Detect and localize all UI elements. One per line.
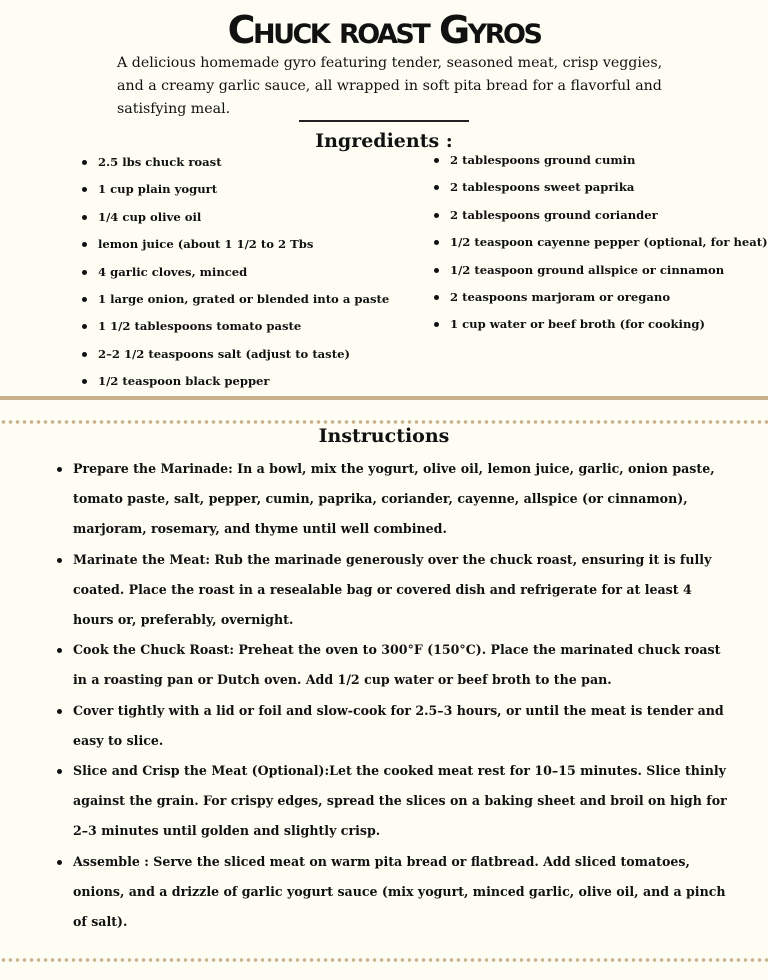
ingredient-item: 2 tablespoons sweet paprika bbox=[450, 180, 768, 207]
ingredient-item: 2 tablespoons ground coriander bbox=[450, 208, 768, 235]
ingredient-item: 1/2 teaspoon ground allspice or cinnamon bbox=[450, 263, 768, 290]
section-divider bbox=[0, 396, 768, 400]
instructions-list bbox=[73, 454, 733, 937]
page-title: Chuck roast Gyros bbox=[227, 8, 541, 52]
instruction-step: Slice and Crisp the Meat (Optional):Let the cooked meat rest for 10–15 minutes. Slice thinly against the grain. For crispy edges, spread the slices on a baking sheet and broil on high for 2–3 minutes until golden and slightly crisp. bbox=[73, 756, 733, 847]
ingredient-item: 2–2 1/2 teaspoons salt (adjust to taste) bbox=[98, 347, 389, 374]
ingredient-item: 1/2 teaspoon cayenne pepper (optional, for heat) bbox=[450, 235, 768, 262]
instruction-step: Marinate the Meat: Rub the marinade generously over the chuck roast, ensuring it is fully coated. Place the roast in a resealable bag or covered dish and refrigerate for at least 4 hours or, preferably, overnight. bbox=[73, 545, 733, 636]
ingredient-item: 2.5 lbs chuck roast bbox=[98, 155, 389, 182]
instruction-step: Cook the Chuck Roast: Preheat the oven to 300°F (150°C). Place the marinated chuck roast in a roasting pan or Dutch oven. Add 1/2 cup water or beef broth to the pan. bbox=[73, 635, 733, 695]
ingredient-item: 1/2 teaspoon black pepper bbox=[98, 374, 389, 401]
ingredients-list-left bbox=[98, 155, 389, 402]
ingredient-item: 2 teaspoons marjoram or oregano bbox=[450, 290, 768, 317]
ingredient-item: 1 cup water or beef broth (for cooking) bbox=[450, 317, 768, 344]
ingredient-item: lemon juice (about 1 1/2 to 2 Tbs bbox=[98, 237, 389, 264]
ingredients-heading: Ingredients : bbox=[315, 130, 453, 152]
ingredient-item: 2 tablespoons ground cumin bbox=[450, 153, 768, 180]
ingredient-item: 1 large onion, grated or blended into a paste bbox=[98, 292, 389, 319]
instruction-step: Assemble : Serve the sliced meat on warm pita bread or flatbread. Add sliced tomatoes, onions, and a drizzle of garlic yogurt sauce (mix yogurt, minced garlic, olive oil, and a pinch of salt). bbox=[73, 847, 733, 938]
ingredient-item: 4 garlic cloves, minced bbox=[98, 265, 389, 292]
instruction-step: Cover tightly with a lid or foil and slow-cook for 2.5–3 hours, or until the meat is tender and easy to slice. bbox=[73, 696, 733, 756]
ingredient-item: 1 1/2 tablespoons tomato paste bbox=[98, 319, 389, 346]
instruction-step: Prepare the Marinade: In a bowl, mix the yogurt, olive oil, lemon juice, garlic, onion paste, tomato paste, salt, pepper, cumin, paprika, coriander, cayenne, allspice (or cinnamon), marjoram, rosemary, and thyme until well combined. bbox=[73, 454, 733, 545]
dotted-border-bottom bbox=[0, 957, 768, 963]
instructions-heading: Instructions bbox=[318, 425, 450, 447]
ingredients-list-right bbox=[450, 153, 768, 345]
heading-divider bbox=[299, 120, 469, 122]
ingredient-item: 1 cup plain yogurt bbox=[98, 182, 389, 209]
ingredient-item: 1/4 cup olive oil bbox=[98, 210, 389, 237]
intro-text: A delicious homemade gyro featuring tender, seasoned meat, crisp veggies, and a creamy garlic sauce, all wrapped in soft pita bread for a flavorful and satisfying meal. bbox=[117, 55, 663, 117]
